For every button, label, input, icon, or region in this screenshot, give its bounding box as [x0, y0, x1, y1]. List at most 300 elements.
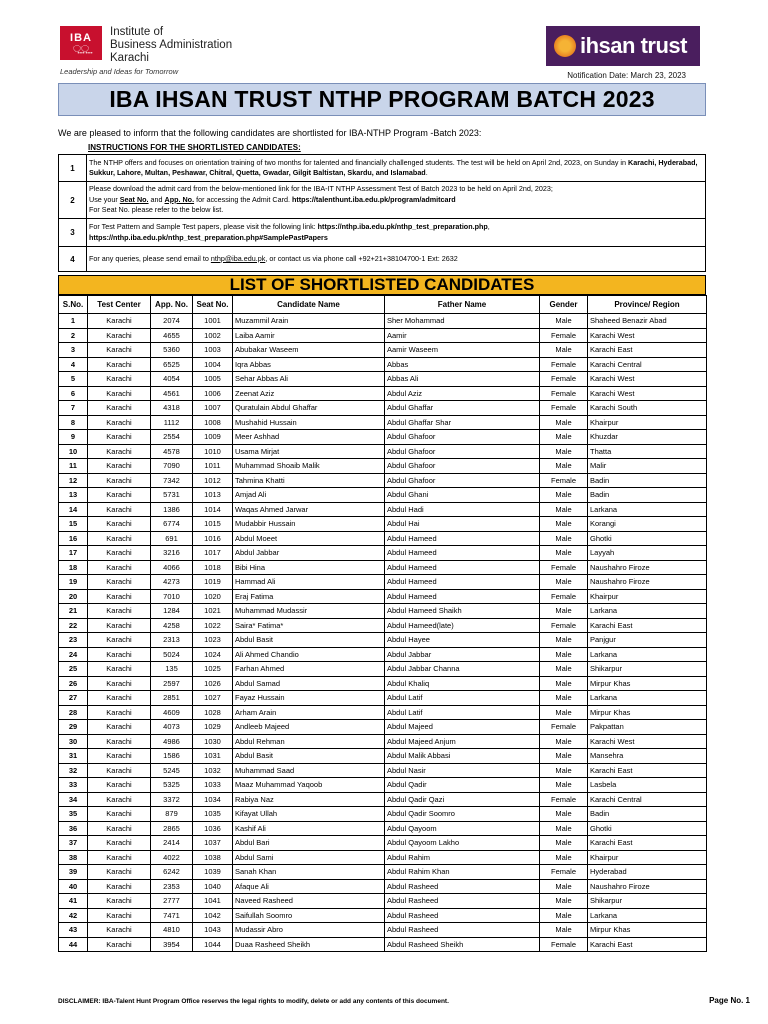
- cell-center: Karachi: [88, 633, 151, 648]
- cell-center: Karachi: [88, 807, 151, 822]
- cell-name: Sehar Abbas Ali: [233, 372, 385, 387]
- cell-app: 2777: [151, 894, 193, 909]
- cell-center: Karachi: [88, 444, 151, 459]
- cell-seat: 1026: [193, 676, 233, 691]
- cell-province: Malir: [588, 459, 707, 474]
- cell-sno: 37: [59, 836, 88, 851]
- cell-name: Abdul Sami: [233, 850, 385, 865]
- cell-name: Kashif Ali: [233, 821, 385, 836]
- cell-center: Karachi: [88, 517, 151, 532]
- cell-name: Fayaz Hussain: [233, 691, 385, 706]
- cell-province: Naushahro Firoze: [588, 560, 707, 575]
- cell-sno: 8: [59, 415, 88, 430]
- cell-sno: 30: [59, 734, 88, 749]
- cell-seat: 1028: [193, 705, 233, 720]
- cell-sno: 42: [59, 908, 88, 923]
- cell-province: Karachi West: [588, 372, 707, 387]
- iba-logo: [60, 26, 232, 65]
- cell-province: Badin: [588, 488, 707, 503]
- cell-sno: 35: [59, 807, 88, 822]
- cell-sno: 1: [59, 314, 88, 329]
- cell-province: Larkana: [588, 502, 707, 517]
- cell-father: Abdul Aziz: [385, 386, 540, 401]
- cell-father: Abdul Hameed: [385, 560, 540, 575]
- cell-center: Karachi: [88, 850, 151, 865]
- cell-name: Abdul Jabbar: [233, 546, 385, 561]
- cell-app: 4054: [151, 372, 193, 387]
- cell-father: Abdul Qayoom: [385, 821, 540, 836]
- cell-app: 691: [151, 531, 193, 546]
- cell-seat: 1016: [193, 531, 233, 546]
- cell-gender: Male: [540, 676, 588, 691]
- cell-app: 7090: [151, 459, 193, 474]
- sample-papers-link[interactable]: https://nthp.iba.edu.pk/nthp_test_preparation.php#SamplePastPapers: [89, 232, 328, 242]
- cell-app: 4273: [151, 575, 193, 590]
- table-row: [59, 778, 707, 793]
- cell-sno: 20: [59, 589, 88, 604]
- table-row: [59, 923, 707, 938]
- cell-sno: 25: [59, 662, 88, 677]
- table-row: [59, 415, 707, 430]
- cell-father: Abdul Qadir: [385, 778, 540, 793]
- cell-province: Shikarpur: [588, 894, 707, 909]
- instruction-row: 1 The NTHP offers and focuses on orientation training of two months for talented and financially challenged students. The test will be held on April 2nd, 2023, on Sunday in Karachi, Hyderabad, Sukkur, Lahore, Multan, Peshawar, Chitral, Quetta, Gwadar, Gilgit Baltistan, Skardu, and Islamabad.: [59, 155, 706, 182]
- cell-sno: 34: [59, 792, 88, 807]
- cell-center: Karachi: [88, 836, 151, 851]
- test-preparation-link[interactable]: https://nthp.iba.edu.pk/nthp_test_preparation.php: [317, 222, 488, 231]
- cell-gender: Female: [540, 618, 588, 633]
- cell-gender: Female: [540, 372, 588, 387]
- cell-father: Abbas: [385, 357, 540, 372]
- cell-name: Abdul Samad: [233, 676, 385, 691]
- table-row: [59, 879, 707, 894]
- instruction-row: 4 For any queries, please send email to nthp@iba.edu.pk, or contact us via phone call +92+21+38104700-1 Ext: 2632: [59, 247, 706, 272]
- cell-gender: Male: [540, 879, 588, 894]
- table-row: [59, 720, 707, 735]
- cell-province: Larkana: [588, 691, 707, 706]
- table-row: [59, 328, 707, 343]
- cell-seat: 1025: [193, 662, 233, 677]
- table-row: [59, 836, 707, 851]
- table-row: [59, 517, 707, 532]
- cell-name: Abdul Rehman: [233, 734, 385, 749]
- cell-center: Karachi: [88, 488, 151, 503]
- ihsan-trust-logo: ihsan trust: [546, 26, 700, 66]
- cell-app: 3216: [151, 546, 193, 561]
- cell-sno: 38: [59, 850, 88, 865]
- cell-center: Karachi: [88, 618, 151, 633]
- cell-gender: Male: [540, 662, 588, 677]
- cell-app: 7342: [151, 473, 193, 488]
- cell-seat: 1007: [193, 401, 233, 416]
- cell-gender: Male: [540, 444, 588, 459]
- cell-province: Karachi Central: [588, 792, 707, 807]
- cell-center: Karachi: [88, 415, 151, 430]
- cell-app: 4609: [151, 705, 193, 720]
- cell-seat: 1042: [193, 908, 233, 923]
- cell-seat: 1022: [193, 618, 233, 633]
- table-row: [59, 502, 707, 517]
- cell-app: 879: [151, 807, 193, 822]
- cell-sno: 14: [59, 502, 88, 517]
- cell-father: Abdul Hameed: [385, 531, 540, 546]
- cell-gender: Female: [540, 357, 588, 372]
- table-row: [59, 401, 707, 416]
- instruction-row: 3 For Test Pattern and Sample Test papers, please visit the following link: https://nthp.iba.edu.pk/nthp_test_preparation.php, https://nthp.iba.edu.pk/nthp_test_preparation.php#SamplePastPapers: [59, 219, 706, 247]
- cell-seat: 1003: [193, 343, 233, 358]
- cell-sno: 27: [59, 691, 88, 706]
- cell-father: Abdul Hayee: [385, 633, 540, 648]
- cell-province: Mirpur Khas: [588, 676, 707, 691]
- cell-sno: 12: [59, 473, 88, 488]
- cell-center: Karachi: [88, 546, 151, 561]
- cell-province: Larkana: [588, 908, 707, 923]
- cell-father: Abdul Ghafoor: [385, 473, 540, 488]
- cell-app: 7471: [151, 908, 193, 923]
- cell-sno: 44: [59, 937, 88, 952]
- cell-name: Abdul Basit: [233, 749, 385, 764]
- cell-seat: 1029: [193, 720, 233, 735]
- cell-province: Karachi West: [588, 328, 707, 343]
- cell-gender: Female: [540, 473, 588, 488]
- table-row: [59, 473, 707, 488]
- cell-father: Abdul Qayoom Lakho: [385, 836, 540, 851]
- cell-gender: Male: [540, 502, 588, 517]
- cell-gender: Female: [540, 865, 588, 880]
- cell-father: Abdul Rasheed: [385, 879, 540, 894]
- cell-father: Abdul Hameed: [385, 589, 540, 604]
- cell-seat: 1017: [193, 546, 233, 561]
- cell-gender: Male: [540, 488, 588, 503]
- cell-province: Khairpur: [588, 850, 707, 865]
- cell-name: Laiba Aamir: [233, 328, 385, 343]
- intro-text: We are pleased to inform that the following candidates are shortlisted for IBA-NTHP Program -Batch 2023:: [58, 128, 482, 138]
- cell-center: Karachi: [88, 879, 151, 894]
- cell-app: 6242: [151, 865, 193, 880]
- table-row: [59, 676, 707, 691]
- cell-center: Karachi: [88, 401, 151, 416]
- cell-father: Abdul Qadir Qazi: [385, 792, 540, 807]
- cell-name: Mudabbir Hussain: [233, 517, 385, 532]
- cell-app: 1284: [151, 604, 193, 619]
- cell-seat: 1021: [193, 604, 233, 619]
- cell-father: Aamir Waseem: [385, 343, 540, 358]
- cell-province: Ghotki: [588, 531, 707, 546]
- cell-center: Karachi: [88, 720, 151, 735]
- cell-center: Karachi: [88, 430, 151, 445]
- cell-name: Duaa Rasheed Sheikh: [233, 937, 385, 952]
- cell-father: Abdul Majeed Anjum: [385, 734, 540, 749]
- cell-father: Abdul Nasir: [385, 763, 540, 778]
- cell-sno: 9: [59, 430, 88, 445]
- cell-seat: 1006: [193, 386, 233, 401]
- cell-name: Zeenat Aziz: [233, 386, 385, 401]
- cell-seat: 1031: [193, 749, 233, 764]
- cell-father: Abdul Rasheed: [385, 894, 540, 909]
- cell-center: Karachi: [88, 821, 151, 836]
- cell-sno: 23: [59, 633, 88, 648]
- table-row: [59, 575, 707, 590]
- cell-name: Tahmina Khatti: [233, 473, 385, 488]
- cell-father: Abdul Rasheed Sheikh: [385, 937, 540, 952]
- cell-province: Khuzdar: [588, 430, 707, 445]
- cell-province: Badin: [588, 473, 707, 488]
- cell-province: Naushahro Firoze: [588, 575, 707, 590]
- cell-gender: Female: [540, 401, 588, 416]
- cell-name: Rabiya Naz: [233, 792, 385, 807]
- cell-name: Amjad Ali: [233, 488, 385, 503]
- cell-father: Abdul Rahim: [385, 850, 540, 865]
- cell-sno: 33: [59, 778, 88, 793]
- cell-name: Muhammad Mudassir: [233, 604, 385, 619]
- cell-father: Abbas Ali: [385, 372, 540, 387]
- cell-name: Saifullah Soomro: [233, 908, 385, 923]
- cell-sno: 28: [59, 705, 88, 720]
- cell-sno: 11: [59, 459, 88, 474]
- table-row: [59, 807, 707, 822]
- cell-father: Abdul Ghafoor: [385, 444, 540, 459]
- cell-center: Karachi: [88, 473, 151, 488]
- cell-center: Karachi: [88, 357, 151, 372]
- cell-seat: 1044: [193, 937, 233, 952]
- cell-gender: Male: [540, 517, 588, 532]
- cell-gender: Male: [540, 850, 588, 865]
- cell-seat: 1008: [193, 415, 233, 430]
- cell-app: 4986: [151, 734, 193, 749]
- cell-sno: 40: [59, 879, 88, 894]
- table-row: [59, 386, 707, 401]
- cell-center: Karachi: [88, 328, 151, 343]
- cell-gender: Male: [540, 314, 588, 329]
- cell-seat: 1034: [193, 792, 233, 807]
- cell-app: 5731: [151, 488, 193, 503]
- table-row: [59, 589, 707, 604]
- cell-seat: 1037: [193, 836, 233, 851]
- cell-gender: Male: [540, 836, 588, 851]
- cell-sno: 18: [59, 560, 88, 575]
- cell-app: 2865: [151, 821, 193, 836]
- cell-sno: 31: [59, 749, 88, 764]
- cell-sno: 24: [59, 647, 88, 662]
- cell-father: Abdul Ghaffar: [385, 401, 540, 416]
- cell-father: Abdul Hai: [385, 517, 540, 532]
- cell-name: Afaque Ali: [233, 879, 385, 894]
- table-row: [59, 633, 707, 648]
- cell-seat: 1018: [193, 560, 233, 575]
- cell-province: Pakpattan: [588, 720, 707, 735]
- cell-father: Abdul Hadi: [385, 502, 540, 517]
- cell-gender: Female: [540, 937, 588, 952]
- instructions-table: [58, 154, 706, 272]
- cell-name: Muhammad Shoaib Malik: [233, 459, 385, 474]
- cell-name: Quratulain Abdul Ghaffar: [233, 401, 385, 416]
- cell-app: 1386: [151, 502, 193, 517]
- cell-app: 135: [151, 662, 193, 677]
- cell-center: Karachi: [88, 923, 151, 938]
- cell-name: Hammad Ali: [233, 575, 385, 590]
- cell-app: 7010: [151, 589, 193, 604]
- cell-seat: 1004: [193, 357, 233, 372]
- cell-father: Aamir: [385, 328, 540, 343]
- cell-center: Karachi: [88, 691, 151, 706]
- cell-gender: Female: [540, 328, 588, 343]
- cell-seat: 1012: [193, 473, 233, 488]
- cell-province: Thatta: [588, 444, 707, 459]
- cell-sno: 13: [59, 488, 88, 503]
- cell-gender: Male: [540, 734, 588, 749]
- cell-center: Karachi: [88, 343, 151, 358]
- cell-seat: 1032: [193, 763, 233, 778]
- cell-app: 4318: [151, 401, 193, 416]
- iba-logo-mark: IBA ⵿⵿: [60, 26, 102, 60]
- cell-gender: Male: [540, 430, 588, 445]
- cell-sno: 7: [59, 401, 88, 416]
- cell-sno: 26: [59, 676, 88, 691]
- cell-center: Karachi: [88, 908, 151, 923]
- cell-sno: 39: [59, 865, 88, 880]
- cell-name: Sanah Khan: [233, 865, 385, 880]
- cell-gender: Male: [540, 691, 588, 706]
- cell-name: Arham Arain: [233, 705, 385, 720]
- col-gender: Gender: [540, 296, 588, 314]
- table-row: [59, 662, 707, 677]
- table-row: [59, 908, 707, 923]
- cell-center: Karachi: [88, 705, 151, 720]
- table-row: [59, 560, 707, 575]
- instructions-heading: INSTRUCTIONS FOR THE SHORTLISTED CANDIDATES:: [88, 143, 301, 152]
- cell-province: Karachi West: [588, 734, 707, 749]
- cell-sno: 21: [59, 604, 88, 619]
- cell-seat: 1011: [193, 459, 233, 474]
- cell-gender: Male: [540, 908, 588, 923]
- admit-card-link[interactable]: https://talenthunt.iba.edu.pk/program/admitcard: [291, 194, 456, 204]
- cell-center: Karachi: [88, 792, 151, 807]
- cell-seat: 1035: [193, 807, 233, 822]
- table-row: [59, 763, 707, 778]
- disclaimer: DISCLAIMER: IBA-Talent Hunt Program Office reserves the legal rights to modify, delete or add any contents of this document.: [58, 998, 449, 1005]
- cell-province: Karachi East: [588, 836, 707, 851]
- cell-seat: 1019: [193, 575, 233, 590]
- table-row: [59, 865, 707, 880]
- cell-name: Abdul Moeet: [233, 531, 385, 546]
- cell-gender: Male: [540, 415, 588, 430]
- cell-sno: 29: [59, 720, 88, 735]
- table-row: [59, 850, 707, 865]
- table-row: [59, 937, 707, 952]
- sun-icon: [554, 35, 576, 57]
- cell-sno: 2: [59, 328, 88, 343]
- cell-gender: Male: [540, 633, 588, 648]
- cell-province: Mirpur Khas: [588, 705, 707, 720]
- cell-center: Karachi: [88, 894, 151, 909]
- cell-province: Karachi West: [588, 386, 707, 401]
- cell-app: 6525: [151, 357, 193, 372]
- col-father-name: Father Name: [385, 296, 540, 314]
- cell-gender: Male: [540, 821, 588, 836]
- cell-father: Abdul Hameed: [385, 546, 540, 561]
- cell-name: Muzammil Arain: [233, 314, 385, 329]
- cell-seat: 1023: [193, 633, 233, 648]
- col-seat-no: Seat No.: [193, 296, 233, 314]
- cell-gender: Female: [540, 589, 588, 604]
- cell-province: Hyderabad: [588, 865, 707, 880]
- table-row: [59, 618, 707, 633]
- cell-center: Karachi: [88, 531, 151, 546]
- cell-app: 1112: [151, 415, 193, 430]
- cell-province: Mansehra: [588, 749, 707, 764]
- table-row: [59, 604, 707, 619]
- cell-gender: Male: [540, 749, 588, 764]
- table-row: [59, 705, 707, 720]
- cell-center: Karachi: [88, 314, 151, 329]
- cell-father: Abdul Qadir Soomro: [385, 807, 540, 822]
- cell-father: Abdul Ghafoor: [385, 430, 540, 445]
- iba-tagline: Leadership and Ideas for Tomorrow: [60, 67, 179, 76]
- table-row: [59, 647, 707, 662]
- table-row: [59, 691, 707, 706]
- cell-center: Karachi: [88, 865, 151, 880]
- instruction-row: 2 Please download the admit card from the below-mentioned link for the IBA-IT NTHP Assessment Test of Batch 2023 to be held on April 2nd, 2023; Use your Seat No. and App. No. for accessing the Admit Card. https://talenthunt.iba.edu.pk/program/admitcard For Seat No. please refer to the below list.: [59, 182, 706, 219]
- col-candidate-name: Candidate Name: [233, 296, 385, 314]
- contact-email-link[interactable]: nthp@iba.edu.pk: [210, 253, 266, 263]
- cell-name: Mushahid Hussain: [233, 415, 385, 430]
- cell-app: 6774: [151, 517, 193, 532]
- table-row: [59, 372, 707, 387]
- cell-province: Korangi: [588, 517, 707, 532]
- cell-app: 5245: [151, 763, 193, 778]
- cell-app: 3954: [151, 937, 193, 952]
- table-row: [59, 792, 707, 807]
- table-row: [59, 749, 707, 764]
- cell-seat: 1036: [193, 821, 233, 836]
- cell-center: Karachi: [88, 647, 151, 662]
- cell-name: Meer Ashhad: [233, 430, 385, 445]
- cell-app: 5360: [151, 343, 193, 358]
- cell-province: Panjgur: [588, 633, 707, 648]
- cell-province: Karachi South: [588, 401, 707, 416]
- cell-province: Khairpur: [588, 415, 707, 430]
- cell-center: Karachi: [88, 560, 151, 575]
- cell-app: 2554: [151, 430, 193, 445]
- cell-app: 4066: [151, 560, 193, 575]
- notification-date: Notification Date: March 23, 2023: [567, 71, 686, 80]
- cell-seat: 1039: [193, 865, 233, 880]
- cell-father: Abdul Hameed: [385, 575, 540, 590]
- cell-province: Karachi East: [588, 618, 707, 633]
- cell-province: Karachi East: [588, 763, 707, 778]
- cell-center: Karachi: [88, 386, 151, 401]
- col-province: Province/ Region: [588, 296, 707, 314]
- cell-gender: Male: [540, 807, 588, 822]
- cell-province: Karachi East: [588, 937, 707, 952]
- table-row: [59, 459, 707, 474]
- list-title: LIST OF SHORTLISTED CANDIDATES: [58, 275, 706, 295]
- cell-seat: 1041: [193, 894, 233, 909]
- cell-seat: 1020: [193, 589, 233, 604]
- cell-center: Karachi: [88, 459, 151, 474]
- cell-app: 4655: [151, 328, 193, 343]
- table-row: [59, 430, 707, 445]
- cell-gender: Male: [540, 575, 588, 590]
- cell-sno: 22: [59, 618, 88, 633]
- cell-sno: 3: [59, 343, 88, 358]
- cell-gender: Female: [540, 386, 588, 401]
- iba-institute-name: Institute of Business Administration Karachi: [110, 26, 233, 64]
- cell-gender: Male: [540, 604, 588, 619]
- cell-province: Badin: [588, 807, 707, 822]
- table-row: [59, 444, 707, 459]
- cell-province: Shaheed Benazir Abad: [588, 314, 707, 329]
